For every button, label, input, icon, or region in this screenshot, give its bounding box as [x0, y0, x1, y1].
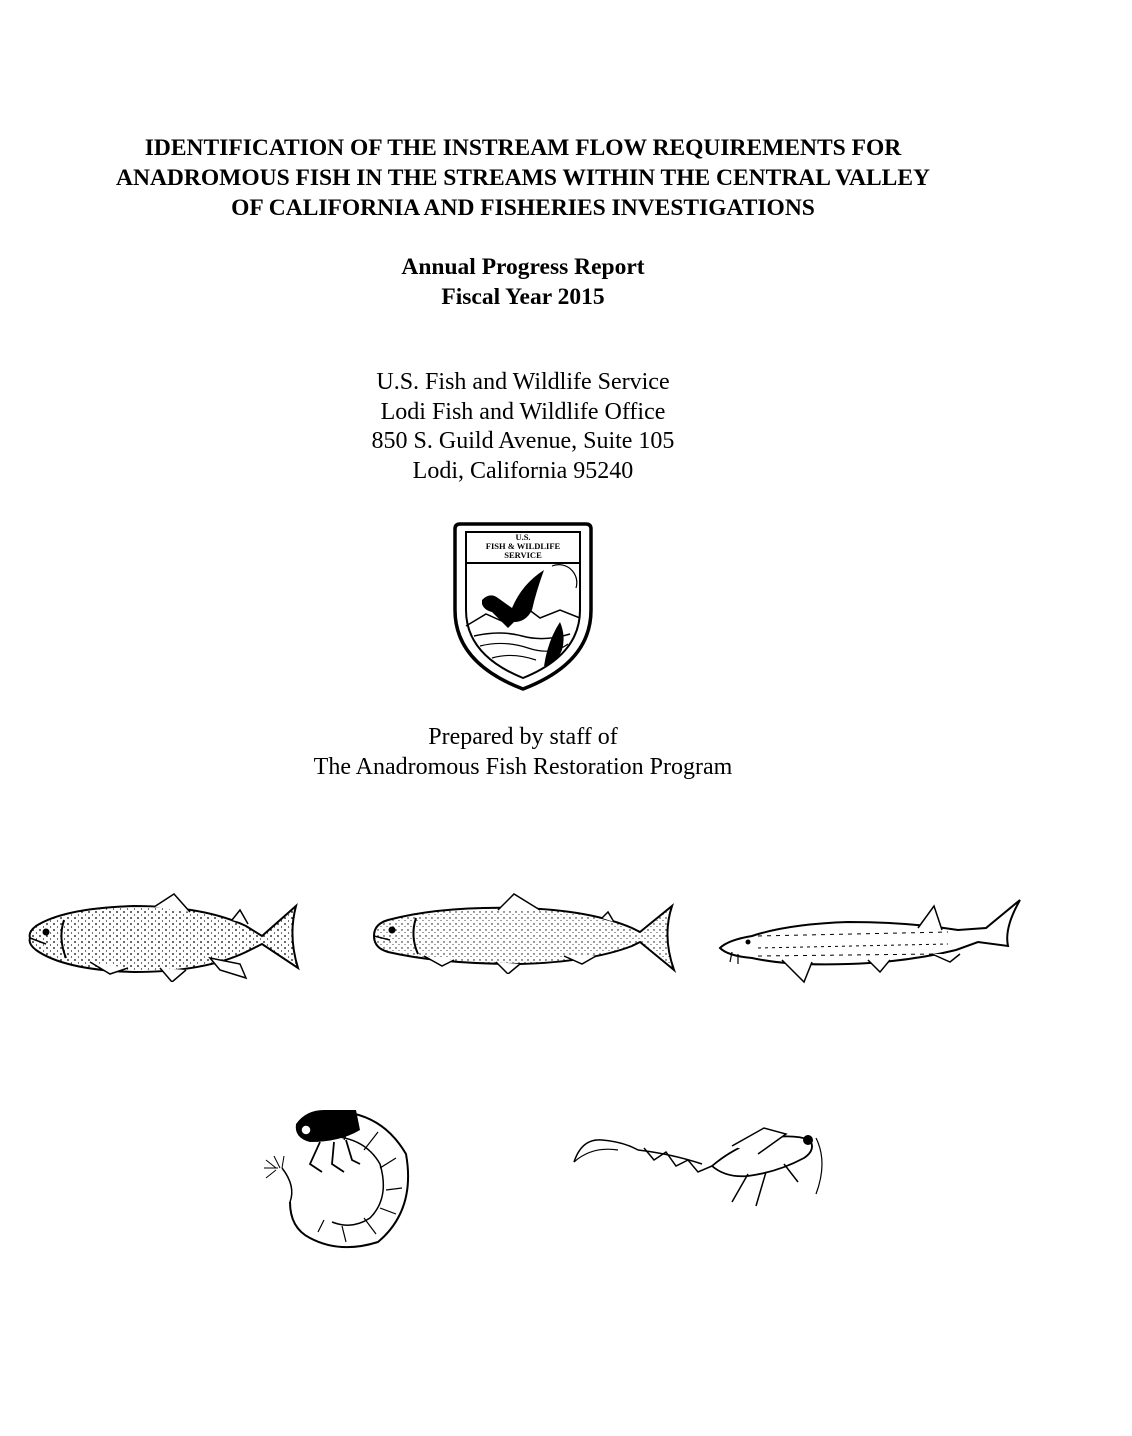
address-line-1: U.S. Fish and Wildlife Service [376, 369, 670, 395]
title-line-1: IDENTIFICATION OF THE INSTREAM FLOW REQUIREMENTS FOR [144, 135, 902, 161]
caddisfly-larva-illustration-icon [260, 1102, 416, 1254]
report-subtitle [0, 252, 1046, 312]
logo-text-fish-wildlife: FISH & WILDLIFE [485, 541, 561, 551]
sturgeon-illustration-icon [718, 898, 1024, 984]
title-line-2: ANADROMOUS FISH IN THE STREAMS WITHIN THE CENTRAL VALLEY [116, 165, 930, 191]
trout-illustration-icon [370, 892, 680, 974]
mayfly-nymph-illustration-icon [572, 1124, 830, 1208]
prepared-line-1: Prepared by staff of [428, 724, 618, 750]
title-line-3: OF CALIFORNIA AND FISHERIES INVESTIGATIONS [231, 195, 815, 221]
report-title [0, 133, 1046, 223]
prepared-by [0, 723, 1046, 782]
address-line-2: Lodi Fish and Wildlife Office [380, 398, 666, 425]
prepared-line-2: The Anadromous Fish Restoration Program [313, 753, 733, 780]
subtitle-line-1: Annual Progress Report [401, 254, 645, 280]
address-line-3: 850 S. Guild Avenue, Suite 105 [371, 428, 675, 454]
logo-text-service: SERVICE [504, 550, 542, 560]
salmon-illustration-icon [24, 892, 304, 982]
subtitle-line-2: Fiscal Year 2015 [441, 284, 605, 310]
address-line-4: Lodi, California 95240 [412, 457, 634, 484]
office-address [0, 368, 1046, 486]
logo-text-us: U.S. [515, 532, 531, 542]
usfws-shield-logo [452, 518, 594, 692]
